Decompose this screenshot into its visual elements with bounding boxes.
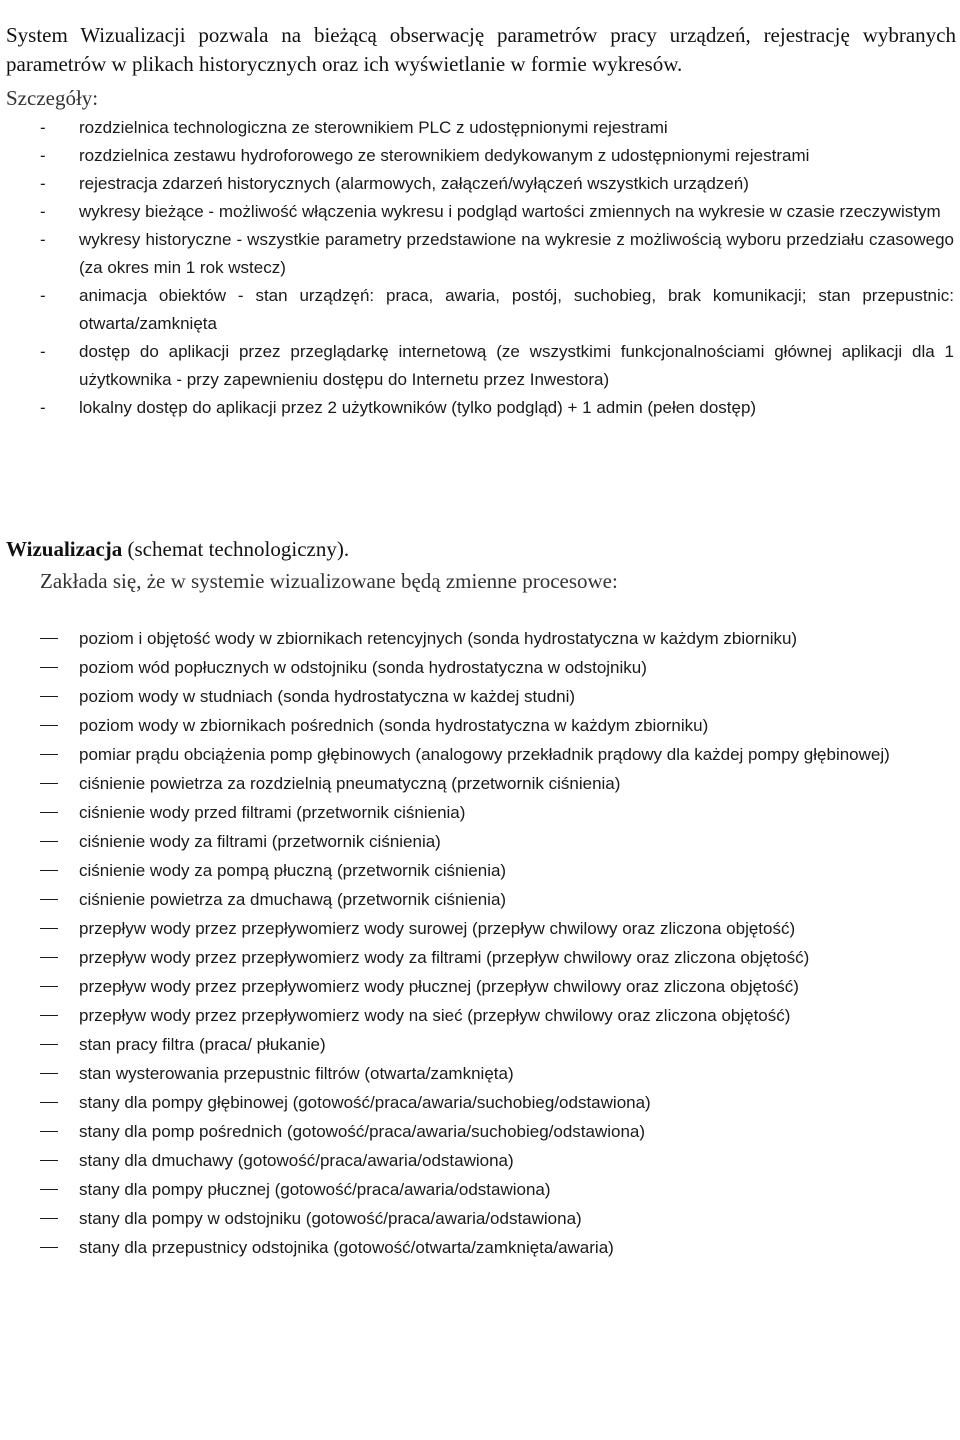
details-item-text: rozdzielnica zestawu hydroforowego ze sterownikiem dedykowanym z udostępnionymi rejestrami xyxy=(79,146,810,165)
dash-marker: - xyxy=(40,202,46,221)
em-dash-marker xyxy=(40,696,58,697)
process-variable-item xyxy=(0,885,960,914)
process-variable-text: stan wysterowania przepustnic filtrów (otwarta/zamknięta) xyxy=(79,1064,514,1083)
process-variable-text: poziom i objętość wody w zbiornikach retencyjnych (sonda hydrostatyczna w każdym zbiorniku) xyxy=(79,629,798,648)
process-variable-text: poziom wód popłucznych w odstojniku (sonda hydrostatyczna w odstojniku) xyxy=(79,658,647,677)
details-item-text: lokalny dostęp do aplikacji przez 2 użytkowników (tylko podgląd) + 1 admin (pełen dostęp) xyxy=(79,398,757,417)
em-dash-marker xyxy=(40,899,58,900)
em-dash-marker xyxy=(40,1247,58,1248)
process-variable-item xyxy=(0,1204,960,1233)
process-variable-item xyxy=(0,769,960,798)
visualization-heading-bold: Wizualizacja xyxy=(6,537,123,561)
process-variable-item xyxy=(0,1059,960,1088)
visualization-subheading: Zakłada się, że w systemie wizualizowane będą zmienne procesowe: xyxy=(40,569,618,593)
em-dash-marker xyxy=(40,1131,58,1132)
process-variable-item xyxy=(0,1030,960,1059)
process-variable-text: stany dla pompy głębinowej (gotowość/praca/awaria/suchobieg/odstawiona) xyxy=(79,1093,651,1112)
process-variable-text: ciśnienie wody za pompą płuczną (przetwornik ciśnienia) xyxy=(79,861,507,880)
process-variable-text: pomiar prądu obciążenia pomp głębinowych (analogowy przekładnik prądowy dla każdej pompy głębinowej) xyxy=(79,745,890,764)
process-variable-item xyxy=(0,1117,960,1146)
process-variable-item xyxy=(0,856,960,885)
process-variable-item xyxy=(0,827,960,856)
em-dash-marker xyxy=(40,1189,58,1190)
process-variable-text: poziom wody w studniach (sonda hydrostatyczna w każdej studni) xyxy=(79,687,576,706)
details-item xyxy=(0,226,960,282)
em-dash-marker xyxy=(40,754,58,755)
details-item-text: animacja obiektów - stan urządzęń: praca, awaria, postój, suchobieg, brak komunikacji; stan przepustnic: otwarta/zamknięta xyxy=(79,286,954,333)
process-variable-item xyxy=(0,1175,960,1204)
process-variable-item xyxy=(0,1001,960,1030)
process-variable-text: stany dla dmuchawy (gotowość/praca/awaria/odstawiona) xyxy=(79,1151,514,1170)
visualization-heading-rest: (schemat technologiczny). xyxy=(122,537,350,561)
process-variable-item xyxy=(0,914,960,943)
em-dash-marker xyxy=(40,986,58,987)
dash-marker: - xyxy=(40,118,46,137)
em-dash-marker xyxy=(40,1044,58,1045)
process-variable-item xyxy=(0,740,960,769)
details-item xyxy=(0,198,960,226)
process-variable-text: ciśnienie powietrza za dmuchawą (przetwornik ciśnienia) xyxy=(79,890,507,909)
em-dash-marker xyxy=(40,638,58,639)
process-variable-text: stany dla przepustnicy odstojnika (gotowość/otwarta/zamknięta/awaria) xyxy=(79,1238,614,1257)
process-variable-item xyxy=(0,624,960,653)
process-variable-text: ciśnienie wody przed filtrami (przetwornik ciśnienia) xyxy=(79,803,466,822)
process-variable-text: stan pracy filtra (praca/ płukanie) xyxy=(79,1035,326,1054)
process-variable-text: stany dla pomp pośrednich (gotowość/praca/awaria/suchobieg/odstawiona) xyxy=(79,1122,646,1141)
dash-marker: - xyxy=(40,342,46,361)
em-dash-marker xyxy=(40,957,58,958)
details-item-text: wykresy bieżące - możliwość włączenia wykresu i podgląd wartości zmiennych na wykresie w czasie rzeczywistym xyxy=(79,202,941,221)
details-title: Szczegóły: xyxy=(6,86,99,110)
details-item-text: rejestracja zdarzeń historycznych (alarmowych, załączeń/wyłączeń wszystkich urządzeń) xyxy=(79,174,749,193)
em-dash-marker xyxy=(40,1073,58,1074)
process-variable-text: ciśnienie wody za filtrami (przetwornik ciśnienia) xyxy=(79,832,441,851)
dash-marker: - xyxy=(40,174,46,193)
details-list xyxy=(0,114,960,422)
details-item xyxy=(0,282,960,338)
process-variable-item xyxy=(0,1088,960,1117)
details-item xyxy=(0,170,960,198)
process-variable-item xyxy=(0,711,960,740)
details-item xyxy=(0,338,960,394)
details-item xyxy=(0,394,960,422)
process-variables-list xyxy=(0,624,960,1262)
details-item xyxy=(0,142,960,170)
em-dash-marker xyxy=(40,812,58,813)
process-variable-text: przepływ wody przez przepływomierz wody na sieć (przepływ chwilowy oraz zliczona objętość) xyxy=(79,1006,791,1025)
process-variable-text: poziom wody w zbiornikach pośrednich (sonda hydrostatyczna w każdym zbiorniku) xyxy=(79,716,709,735)
em-dash-marker xyxy=(40,1015,58,1016)
visualization-heading xyxy=(6,534,349,564)
details-item-text: rozdzielnica technologiczna ze sterownikiem PLC z udostępnionymi rejestrami xyxy=(79,118,668,137)
em-dash-marker xyxy=(40,667,58,668)
dash-marker: - xyxy=(40,146,46,165)
process-variable-text: przepływ wody przez przepływomierz wody płucznej (przepływ chwilowy oraz zliczona objętość) xyxy=(79,977,799,996)
details-item-text: dostęp do aplikacji przez przeglądarkę internetową (ze wszystkimi funkcjonalnościami głównej aplikacji dla 1 użytkownika - przy zapewnieniu dostępu do Internetu przez Inwestora) xyxy=(79,342,954,389)
process-variable-item xyxy=(0,1146,960,1175)
process-variable-text: ciśnienie powietrza za rozdzielnią pneumatyczną (przetwornik ciśnienia) xyxy=(79,774,621,793)
em-dash-marker xyxy=(40,928,58,929)
process-variable-item xyxy=(0,1233,960,1262)
intro-paragraph: System Wizualizacji pozwala na bieżącą obserwację parametrów pracy urządzeń, rejestrację wybranych parametrów w plikach historycznych oraz ich wyświetlanie w formie wykresów. xyxy=(6,23,956,76)
process-variable-item xyxy=(0,972,960,1001)
em-dash-marker xyxy=(40,783,58,784)
em-dash-marker xyxy=(40,1160,58,1161)
dash-marker: - xyxy=(40,398,46,417)
em-dash-marker xyxy=(40,841,58,842)
details-item-text: wykresy historyczne - wszystkie parametry przedstawione na wykresie z możliwością wyboru przedziału czasowego (za okres min 1 rok wstecz) xyxy=(79,230,954,277)
dash-marker: - xyxy=(40,230,46,249)
dash-marker: - xyxy=(40,286,46,305)
process-variable-item xyxy=(0,943,960,972)
em-dash-marker xyxy=(40,725,58,726)
em-dash-marker xyxy=(40,1102,58,1103)
details-item xyxy=(0,114,960,142)
em-dash-marker xyxy=(40,870,58,871)
process-variable-text: stany dla pompy płucznej (gotowość/praca/awaria/odstawiona) xyxy=(79,1180,551,1199)
process-variable-item xyxy=(0,798,960,827)
process-variable-text: stany dla pompy w odstojniku (gotowość/praca/awaria/odstawiona) xyxy=(79,1209,582,1228)
process-variable-item xyxy=(0,653,960,682)
process-variable-item xyxy=(0,682,960,711)
em-dash-marker xyxy=(40,1218,58,1219)
process-variable-text: przepływ wody przez przepływomierz wody surowej (przepływ chwilowy oraz zliczona objętość) xyxy=(79,919,796,938)
process-variable-text: przepływ wody przez przepływomierz wody za filtrami (przepływ chwilowy oraz zliczona objętość) xyxy=(79,948,810,967)
